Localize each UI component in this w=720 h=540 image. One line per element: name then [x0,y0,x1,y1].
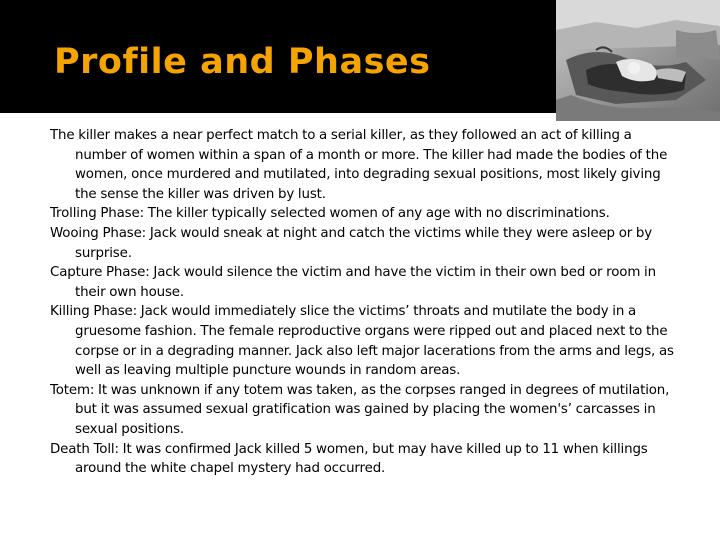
paragraph-intro: The killer makes a near perfect match to a serial killer, as they followed an act of killing a number of women within a span of a month or more. The killer had made the bodies of the women, once murdered and mutilated, into degrading sexual positions, most likely giving the sense the killer was driven by lust. [50,128,668,202]
slide-title: Profile and Phases [54,42,431,82]
paragraph-capture-phase: Capture Phase: Jack would silence the victim and have the victim in their own bed or room in their own house. [50,265,656,300]
paragraph-totem: Totem: It was unknown if any totem was taken, as the corpses ranged in degrees of mutilation, but it was assumed sexual gratification was gained by placing the women's’ carcasses in sexual positions. [50,382,670,437]
body-text [50,126,682,479]
paragraph-trolling-phase: Trolling Phase: The killer typically selected women of any age with no discriminations. [50,206,610,222]
paragraph-death-toll: Death Toll: It was confirmed Jack killed 5 women, but may have killed up to 11 when killings around the white chapel mystery had occurred. [50,441,648,477]
title-bar [0,0,556,113]
photo-image [556,0,720,121]
crime-scene-photo [556,0,720,121]
paragraph-wooing-phase: Wooing Phase: Jack would sneak at night and catch the victims while they were asleep or by surprise. [50,225,653,261]
paragraph-killing-phase: Killing Phase: Jack would immediately slice the victims’ throats and mutilate the body in a gruesome fashion. The female reproductive organs were ripped out and placed next to the corpse or in a degrading manner. Jack also left major lacerations from the arms and legs, as well as leaving multiple puncture wounds in random areas. [50,304,674,379]
